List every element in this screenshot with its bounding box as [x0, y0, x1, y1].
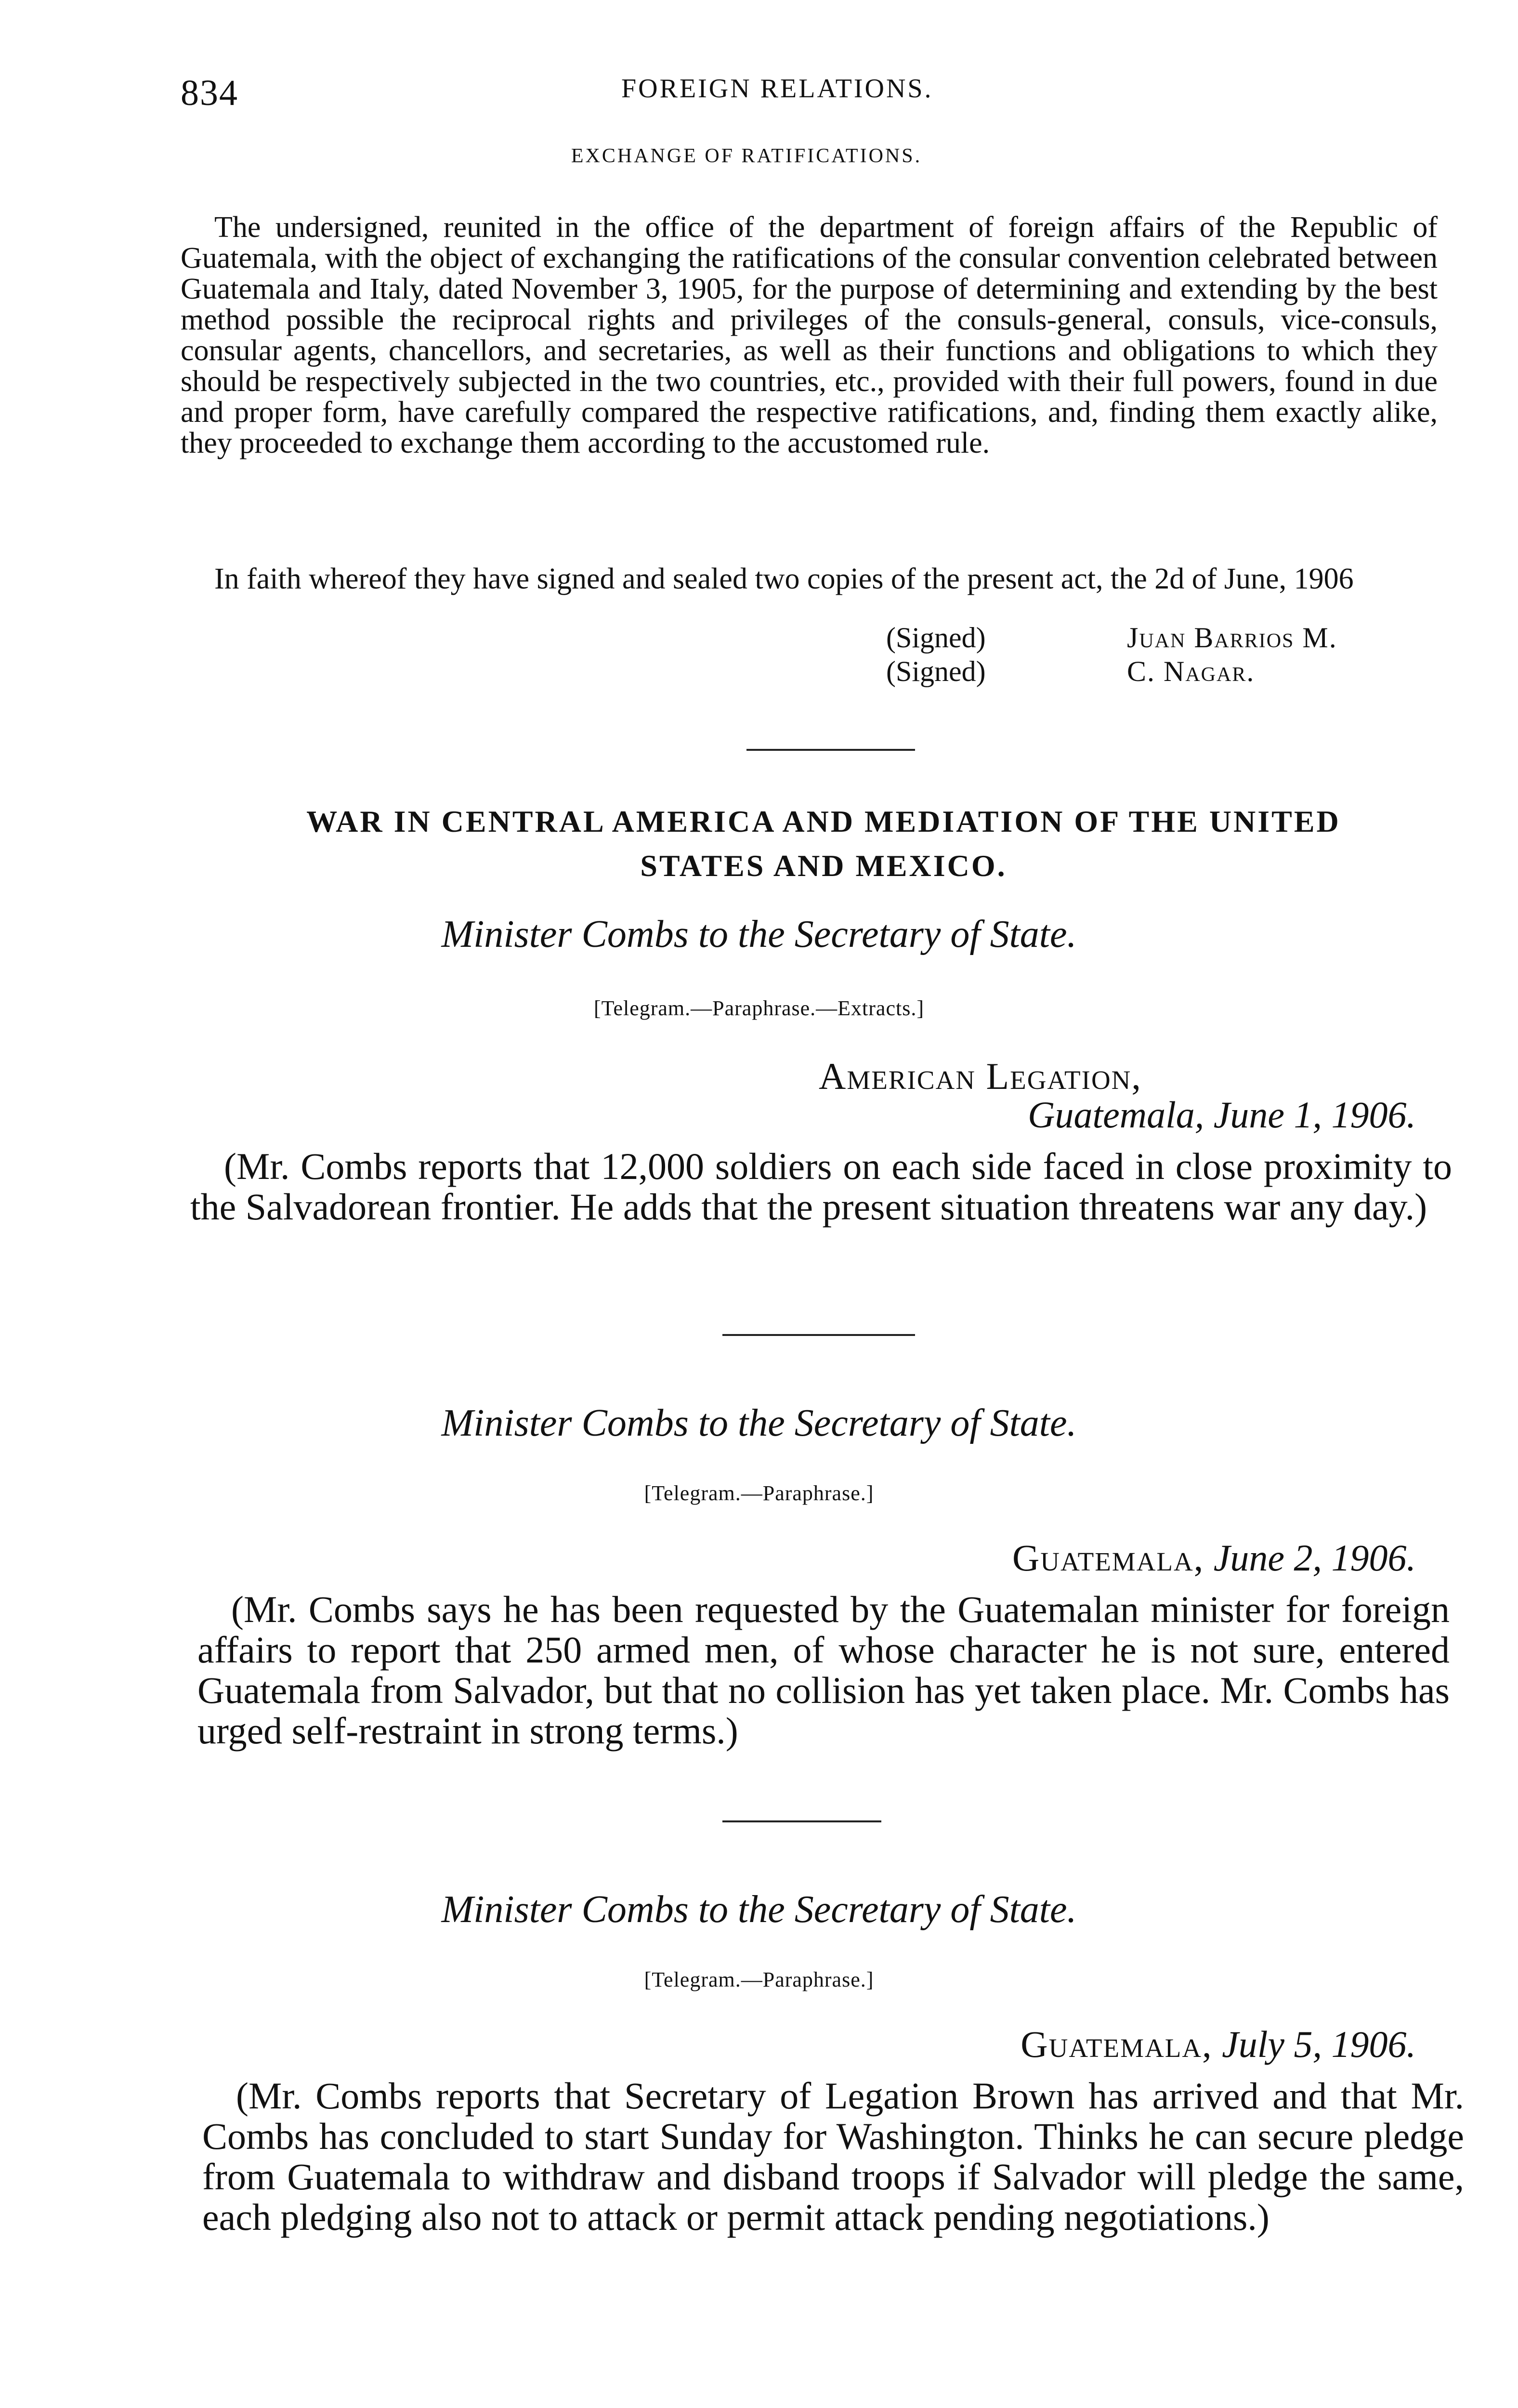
war-section-title: [202, 799, 1445, 888]
document-1-place-line-2: [915, 1093, 1416, 1137]
section-divider: [746, 749, 915, 751]
document-1-place: Guatemala,: [1028, 1094, 1204, 1136]
document-3-heading: Minister Combs to the Secretary of State.: [441, 1888, 1077, 1931]
document-1-body: (Mr. Combs reports that 12,000 soldiers on each side faced in close proximity to the Salvadorean frontier. He adds that the present situation threatens war any day.): [190, 1145, 1452, 1228]
document-2-dateline: [819, 1536, 1416, 1580]
exchange-heading: EXCHANGE OF RATIFICATIONS.: [571, 145, 922, 167]
document-3-body: (Mr. Combs reports that Secretary of Legation Brown has arrived and that Mr. Combs has concluded to start Sunday for Washington. Thinks he can secure pledge from Guatemala to withdraw and disband troops if Salvador will pledge the same, each pledging also not to attack or permit attack pending negotiations.): [202, 2075, 1464, 2238]
document-divider-1: [722, 1334, 915, 1336]
document-3-dateline: [819, 2023, 1416, 2066]
signature-mark-1: (Signed): [886, 622, 986, 654]
exchange-closing: In faith whereof they have signed and sealed two copies of the present act, the 2d of June, 1906: [214, 563, 1354, 595]
document-2-body: (Mr. Combs says he has been requested by the Guatemalan minister for foreign affairs to report that 250 armed men, of whose character he is not sure, entered Guatemala from Salvador, but that no collision has yet taken place. Mr. Combs has urged self-restraint in strong terms.): [197, 1588, 1450, 1752]
page-number: 834: [181, 73, 238, 113]
document-3-place: Guatemala,: [1021, 2023, 1213, 2065]
document-1-place-line-1: American Legation,: [819, 1055, 1142, 1097]
document-2-place: Guatemala,: [1012, 1537, 1204, 1579]
document-2-date: June 2, 1906.: [1213, 1537, 1416, 1579]
document-3-note: [Telegram.—Paraphrase.]: [644, 1968, 874, 1991]
signature-name-1: Juan Barrios M.: [1127, 622, 1337, 654]
signature-mark-2: (Signed): [886, 655, 986, 687]
document-2-note: [Telegram.—Paraphrase.]: [644, 1481, 874, 1505]
war-title-line-1: WAR IN CENTRAL AMERICA AND MEDIATION OF THE UNITED: [306, 804, 1341, 838]
document-divider-2: [722, 1820, 881, 1822]
document-2-heading: Minister Combs to the Secretary of State.: [441, 1402, 1077, 1444]
signature-name-2: C. Nagar.: [1127, 655, 1255, 687]
document-3-date: July 5, 1906.: [1222, 2023, 1416, 2065]
document-1-heading: Minister Combs to the Secretary of State.: [441, 913, 1077, 955]
exchange-paragraph: The undersigned, reunited in the office of the department of foreign affairs of the Republic of Guatemala, with the object of exchanging the ratifications of the consular convention celebrated between Guatemala and Italy, dated November 3, 1905, for the purpose of determining and extending by the best method possible the reciprocal rights and privileges of the consuls-general, consuls, vice-consuls, consular agents, chancellors, and secretaries, as well as their functions and obligations to which they should be respectively subjected in the two countries, etc., provided with their full powers, found in due and proper form, have carefully compared the respective ratifications, and, finding them exactly alike, they proceeded to exchange them according to the accustomed rule.: [181, 211, 1438, 459]
running-title: FOREIGN RELATIONS.: [621, 74, 933, 104]
document-1-note: [Telegram.—Paraphrase.—Extracts.]: [594, 996, 924, 1020]
document-1-date: June 1, 1906.: [1213, 1094, 1416, 1136]
war-title-line-2: STATES AND MEXICO.: [640, 849, 1007, 883]
